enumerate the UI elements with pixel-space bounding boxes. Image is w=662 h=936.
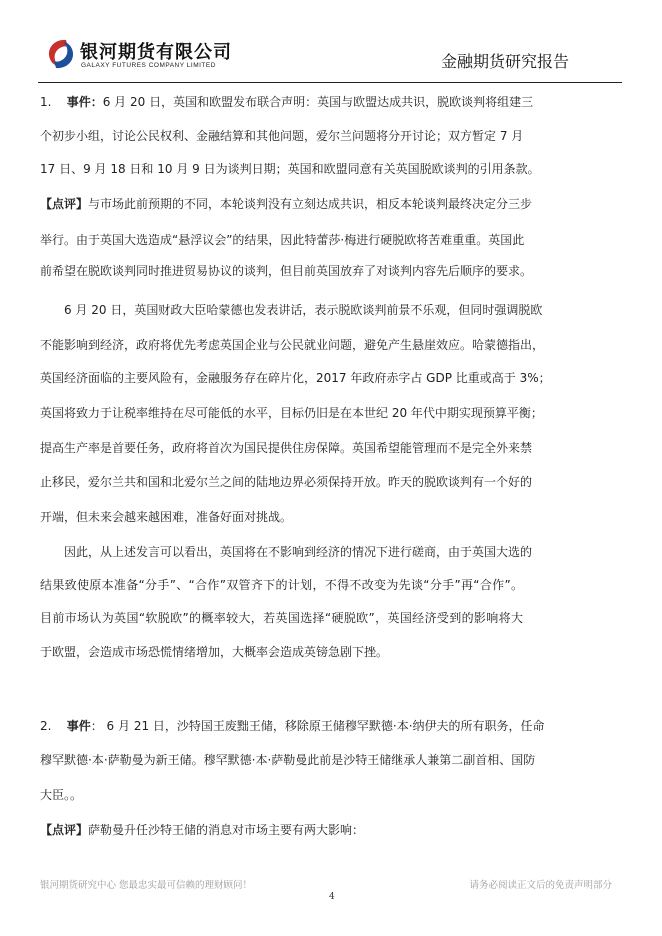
text: ： 6 月 21 日，沙特国王废黜王储，移除原王储穆罕默德·本·纳伊夫的所有职务，任命 xyxy=(90,719,545,733)
text-line: 前希望在脱欧谈判同时推进贸易协议的谈判，但目前英国放弃了对谈判内容先后顺序的要求。 xyxy=(40,264,533,278)
company-logo-icon xyxy=(44,37,78,71)
text-line: 开端，但未来会越来越困难，准备好面对挑战。 xyxy=(40,510,293,524)
text-line: 举行。由于英国大选造成“悬浮议会”的结果，因此特蕾莎·梅进行硬脱欧将苦难重重。英国此 xyxy=(40,233,525,247)
company-name: 银河期货有限公司 xyxy=(80,42,232,63)
footer-disclaimer-note: 请务必阅读正文后的免责声明部分 xyxy=(469,880,612,891)
comment-line xyxy=(40,822,523,838)
comment-label: 【点评】 xyxy=(40,197,89,211)
company-name-english: GALAXY FUTURES COMPANY LIMITED xyxy=(81,62,216,69)
text-line: 穆罕默德·本·萨勒曼为新王储。穆罕默德·本·萨勒曼此前是沙特王储继承人兼第二副首相、国防 xyxy=(40,753,536,767)
item1-event-line xyxy=(40,94,534,110)
text-line: 止移民，爱尔兰共和国和北爱尔兰之间的陆地边界必须保持开放。昨天的脱欧谈判有一个好的 xyxy=(40,475,533,489)
text-line: 目前市场认为英国“软脱欧”的概率较大，若英国选择“硬脱欧”，英国经济受到的影响将大 xyxy=(40,611,523,625)
text-line: 6 月 20 日，英国财政大臣哈蒙德也发表讲话，表示脱欧谈判前景不乐观，但同时强调脱欧 xyxy=(64,303,543,317)
page-number: 4 xyxy=(329,892,335,902)
text-line: 提高生产率是首要任务，政府将首次为国民提供住房保障。英国希望能管理而不是完全外来禁 xyxy=(40,441,533,455)
text-line: 于欧盟，会造成市场恐慌情绪增加，大概率会造成英镑急剧下挫。 xyxy=(40,645,389,659)
header-divider xyxy=(38,82,622,83)
item2-event-line xyxy=(40,718,545,734)
text-line: 不能影响到经济，政府将优先考虑英国企业与公民就业问题，避免产生悬崖效应。哈蒙德指出， xyxy=(40,338,545,352)
comment-line xyxy=(40,196,533,212)
text-line: 大臣。。 xyxy=(40,788,83,802)
text-line: 个初步小组，讨论公民权利、金融结算和其他问题，爱尔兰问题将分开讨论；双方暂定 7 月 xyxy=(40,129,524,143)
comment-label: 【点评】 xyxy=(40,823,89,837)
event-label: 事件 xyxy=(66,719,91,733)
report-title: 金融期货研究报告 xyxy=(441,52,570,71)
item-number: 2. xyxy=(40,719,52,733)
footer-slogan: 银河期货研究中心 您最忠实最可信赖的理财顾问！ xyxy=(40,880,253,891)
text-line: 英国将致力于让税率维持在尽可能低的水平，目标仍旧是在本世纪 20 年代中期实现预算平衡； xyxy=(40,406,543,420)
text: 与市场此前预期的不同，本轮谈判没有立刻达成共识，相反本轮谈判最终决定分三步 xyxy=(88,197,533,211)
item-number: 1. xyxy=(40,95,52,109)
text: 6 月 20 日，英国和欧盟发布联合声明：英国与欧盟达成共识，脱欧谈判将组建三 xyxy=(102,95,534,109)
text-line: 结果致使原本准备“分手”、“合作”双管齐下的计划，不得不改变为先谈“分手”再“合作”。 xyxy=(40,578,523,592)
text-line: 17 日、9 月 18 日和 10 月 9 日为谈判日期；英国和欧盟同意有关英国脱欧谈判的引用条款。 xyxy=(40,162,540,176)
text-line: 因此，从上述发言可以看出，英国将在不影响到经济的情况下进行磋商，由于英国大选的 xyxy=(64,545,533,559)
event-label: 事件： xyxy=(66,95,103,109)
text-line: 英国经济面临的主要风险有，金融服务存在碎片化，2017 年政府赤字占 GDP 比重或高于 3%； xyxy=(40,371,551,385)
text: 萨勒曼升任沙特王储的消息对市场主要有两大影响： xyxy=(88,823,365,837)
